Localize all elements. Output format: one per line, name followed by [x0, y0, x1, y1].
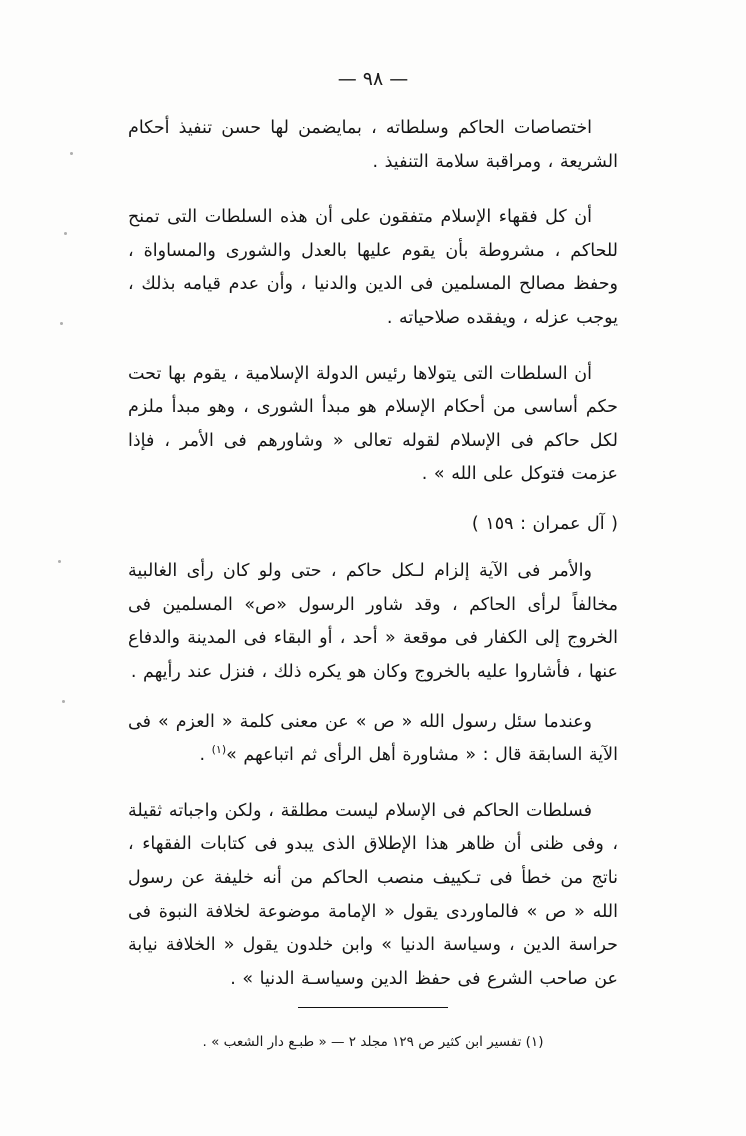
paragraph-text: وعندما سئل رسول الله « ص » عن معنى كلمة « العزم » فى الآية السابقة قال : « مشاورة أهل الرأى ثم اتباعهم »: [128, 711, 618, 766]
footnote-text: (١) تفسير ابن كثير ص ١٢٩ مجلد ٢ — « طبـع دار الشعب » .: [202, 1034, 544, 1051]
page-body: [128, 112, 618, 1012]
page-speck: [58, 560, 61, 563]
paragraph: فسلطات الحاكم فى الإسلام ليست مطلقة ، ولكن واجباته ثقيلة ، وفى ظنى أن ظاهر هذا الإطلاق الذى يبدو فى كتابات الفقهاء ، ناتج من خطأ فى تـكييف منصب الحاكم من أنه خليفة عن رسول الله « ص » فالماوردى يقول « الإمامة موضوعة لخلافة النبوة فى حراسة الدين ، وسياسة الدنيا » وابن خلدون يقول « الخلافة نيابة عن صاحب الشرع فى حفظ الدين وسياسـة الدنيا » .: [128, 800, 618, 989]
paragraph: أن كل فقهاء الإسلام متفقون على أن هذه السلطات التى تمنح للحاكم ، مشروطة بأن يقوم عليها بالعدل والشورى والمساواة ، وحفظ مصالح المسلمين فى الدين والدنيا ، وأن عدم قيامه بذلك ، يوجب عزله ، ويفقده صلاحياته .: [128, 207, 618, 328]
verse-reference: ( آل عمران : ١٥٩ ): [471, 513, 618, 534]
page-speck: [64, 232, 67, 235]
page-speck: [60, 322, 63, 325]
paragraph-with-footnote: [128, 706, 618, 773]
paragraph: والأمر فى الآية إلزام لـكل حاكم ، حتى ولو كان رأى الغالبية مخالفاً لرأى الحاكم ، وقد شاور الرسول «ص» المسلمين فى الخروج إلى الكفار فى موقعة « أحد ، أو البقاء فى المدينة والدفاع عنها ، فأشاروا عليه بالخروج وكان هو يكره ذلك ، فنزل عند رأيهم .: [128, 561, 618, 682]
paragraph-text-tail: .: [199, 745, 212, 766]
page-number: — ٩٨ —: [337, 68, 409, 90]
page-speck: [70, 152, 73, 155]
footnote-divider: [298, 1007, 448, 1008]
page-speck: [62, 700, 65, 703]
footnote-marker: (١): [211, 743, 227, 757]
paragraph: أن السلطات التى يتولاها رئيس الدولة الإسلامية ، يقوم بها تحت حكم أساسى من أحكام الإسلام هو مبدأ الشورى ، وهو مبدأ ملزم لكل حاكم فى الإسلام لقوله تعالى « وشاورهم فى الأمر ، فإذا عزمت فتوكل على الله » .: [128, 363, 618, 485]
paragraph: اختصاصات الحاكم وسلطاته ، بمايضمن لها حسن تنفيذ أحكام الشريعة ، ومراقبة سلامة التنفيذ .: [128, 118, 618, 172]
